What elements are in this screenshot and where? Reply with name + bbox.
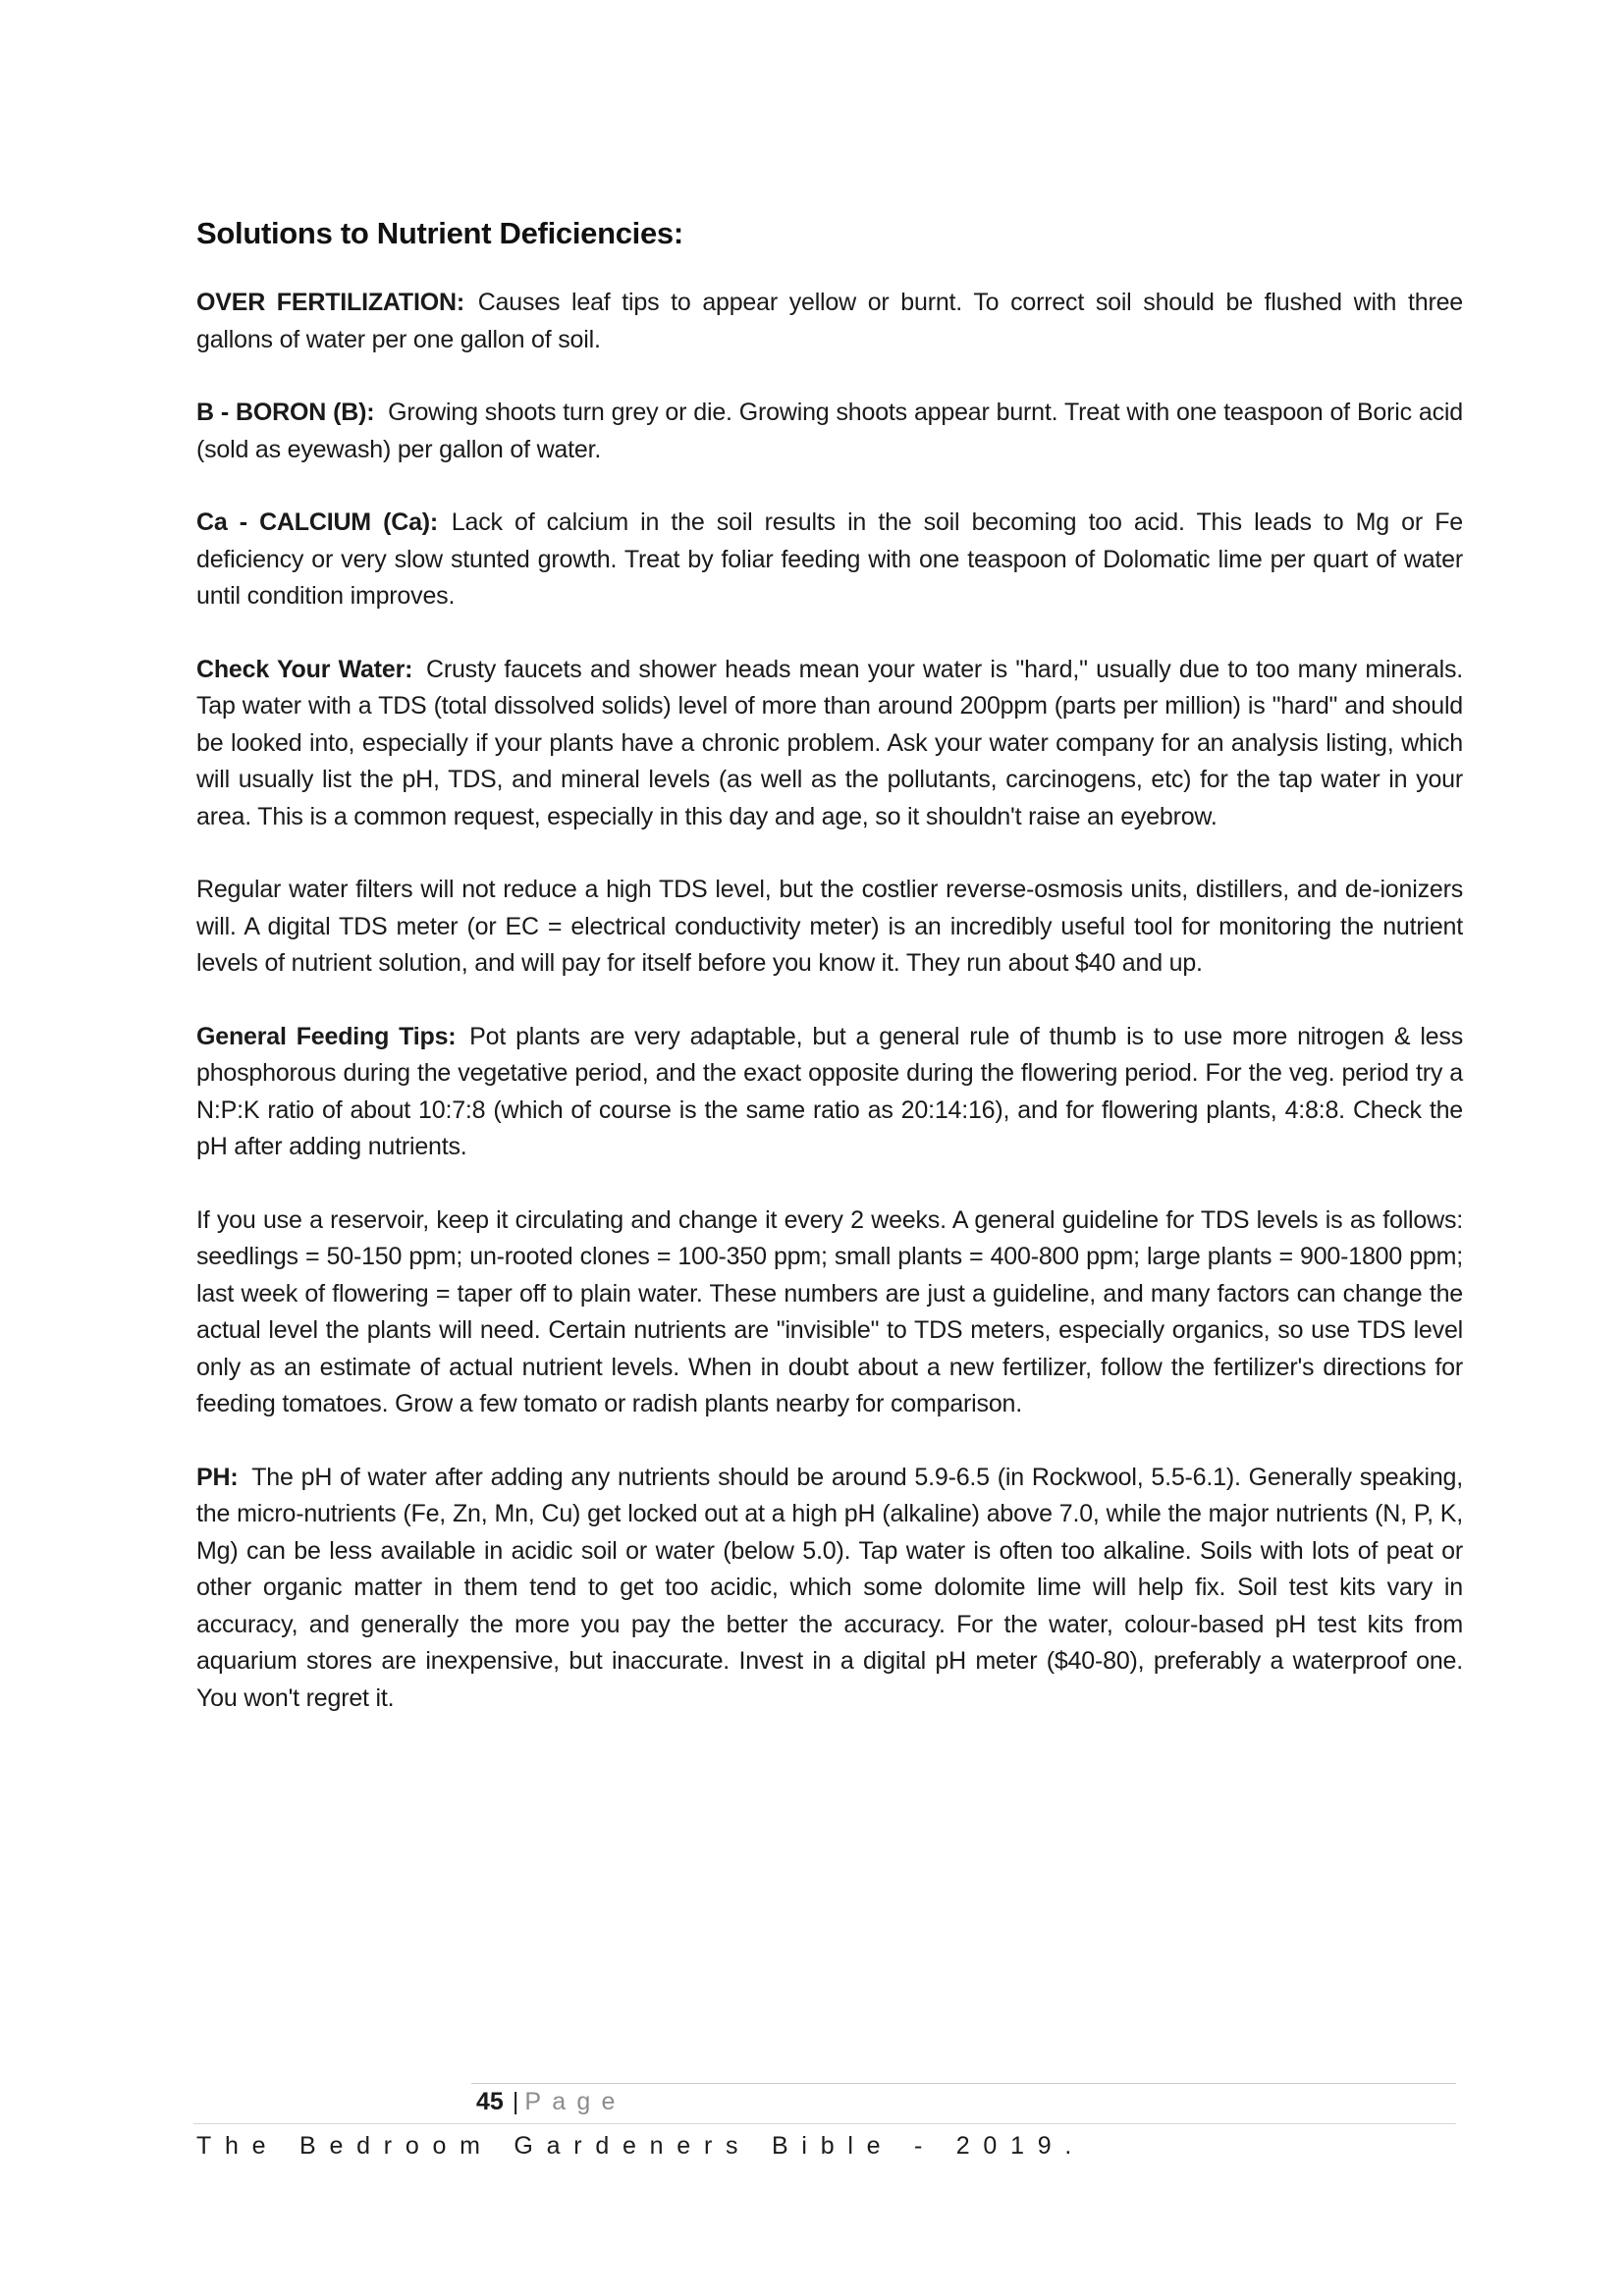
footer-book-title: The Bedroom Gardeners Bible - 2019.: [196, 2132, 1086, 2160]
paragraph-text: Pot plants are very adaptable, but a general rule of thumb is to use more nitrogen & less phosphorous during the vegetative period, and the exact opposite during the flowering period. For the veg. period try a N:P:K ratio of about 10:7:8 (which of course is the same ratio as 20:14:16), and for flowering plants, 4:8:8. Check the pH after adding nutrients.: [196, 1022, 1463, 1160]
paragraph-lead: PH:: [196, 1463, 239, 1491]
paragraph-ph: [196, 1460, 1463, 1718]
paragraph-lead: Check Your Water:: [196, 655, 413, 683]
paragraph-lead: Ca - CALCIUM (Ca):: [196, 508, 439, 536]
paragraph-boron: [196, 395, 1463, 468]
footer-page-label: Page: [524, 2088, 626, 2115]
paragraph-text: If you use a reservoir, keep it circulating and change it every 2 weeks. A general guideline for TDS levels is as follows: seedlings = 50-150 ppm; un-rooted clones = 100-350 ppm; small plants = 400-800 ppm; large plants = 900-1800 ppm; last week of flowering = taper off to plain water. These numbers are just a guideline, and many factors can change the actual level the plants will need. Certain nutrients are "invisible" to TDS meters, especially organics, so use TDS level only as an estimate of actual nutrient levels. When in doubt about a new fertilizer, follow the fertilizer's directions for feeding tomatoes. Grow a few tomato or radish plants nearby for comparison.: [196, 1205, 1463, 1417]
paragraph-text: Causes leaf tips to appear yellow or burnt. To correct soil should be flushed with three gallons of water per one gallon of soil.: [196, 289, 1463, 353]
paragraph-lead: B - BORON (B):: [196, 399, 375, 426]
footer-divider-rule: [193, 2123, 1456, 2124]
paragraph-general-feeding-tips: [196, 1019, 1463, 1166]
paragraph-text: Crusty faucets and shower heads mean your water is "hard," usually due to too many minerals. Tap water with a TDS (total dissolved solids) level of more than around 200ppm (parts per million) is "hard" and should be looked into, especially if your plants have a chronic problem. Ask your water company for an analysis listing, which will usually list the pH, TDS, and mineral levels (as well as the pollutants, carcinogens, etc) for the tap water in your area. This is a common request, especially in this day and age, so it shouldn't raise an eyebrow.: [196, 655, 1463, 830]
paragraph-lead: OVER FERTILIZATION:: [196, 289, 464, 316]
paragraph-text: Lack of calcium in the soil results in the soil becoming too acid. This leads to Mg or Fe deficiency or very slow stunted growth. Treat by foliar feeding with one teaspoon of Dolomatic lime per quart of water until condition improves.: [196, 508, 1463, 610]
paragraph-water-filters: [196, 872, 1463, 983]
page-content: [196, 216, 1463, 1753]
paragraph-text: Regular water filters will not reduce a high TDS level, but the costlier reverse-osmosis units, distillers, and de-ionizers will. A digital TDS meter (or EC = electrical conductivity meter) is an incredibly useful tool for monitoring the nutrient levels of nutrient solution, and will pay for itself before you know it. They run about $40 and up.: [196, 876, 1463, 977]
paragraph-lead: General Feeding Tips:: [196, 1022, 457, 1050]
footer-separator: |: [512, 2088, 519, 2115]
paragraph-over-fertilization: [196, 285, 1463, 358]
paragraph-check-your-water: [196, 652, 1463, 836]
page-title: Solutions to Nutrient Deficiencies:: [196, 216, 683, 250]
paragraph-text: Growing shoots turn grey or die. Growing shoots appear burnt. Treat with one teaspoon of Boric acid (sold as eyewash) per gallon of water.: [196, 399, 1463, 463]
paragraph-text: The pH of water after adding any nutrients should be around 5.9-6.5 (in Rockwool, 5.5-6.1). Generally speaking, the micro-nutrients (Fe, Zn, Mn, Cu) get locked out at a high pH (alkaline) above 7.0, while the major nutrients (N, P, K, Mg) can be less available in acidic soil or water (below 5.0). Tap water is often too alkaline. Soils with lots of peat or other organic matter in them tend to get too acidic, which some dolomite lime will help fix. Soil test kits vary in accuracy, and generally the more you pay the better the accuracy. For the water, colour-based pH test kits from aquarium stores are inexpensive, but inaccurate. Invest in a digital pH meter ($40-80), preferably a waterproof one. You won't regret it.: [196, 1463, 1463, 1712]
paragraph-calcium: [196, 505, 1463, 615]
paragraph-reservoir: [196, 1202, 1463, 1423]
page-number: 45: [476, 2088, 504, 2115]
footer-top-rule: [471, 2083, 1456, 2084]
footer-page-number-row: [476, 2088, 626, 2116]
